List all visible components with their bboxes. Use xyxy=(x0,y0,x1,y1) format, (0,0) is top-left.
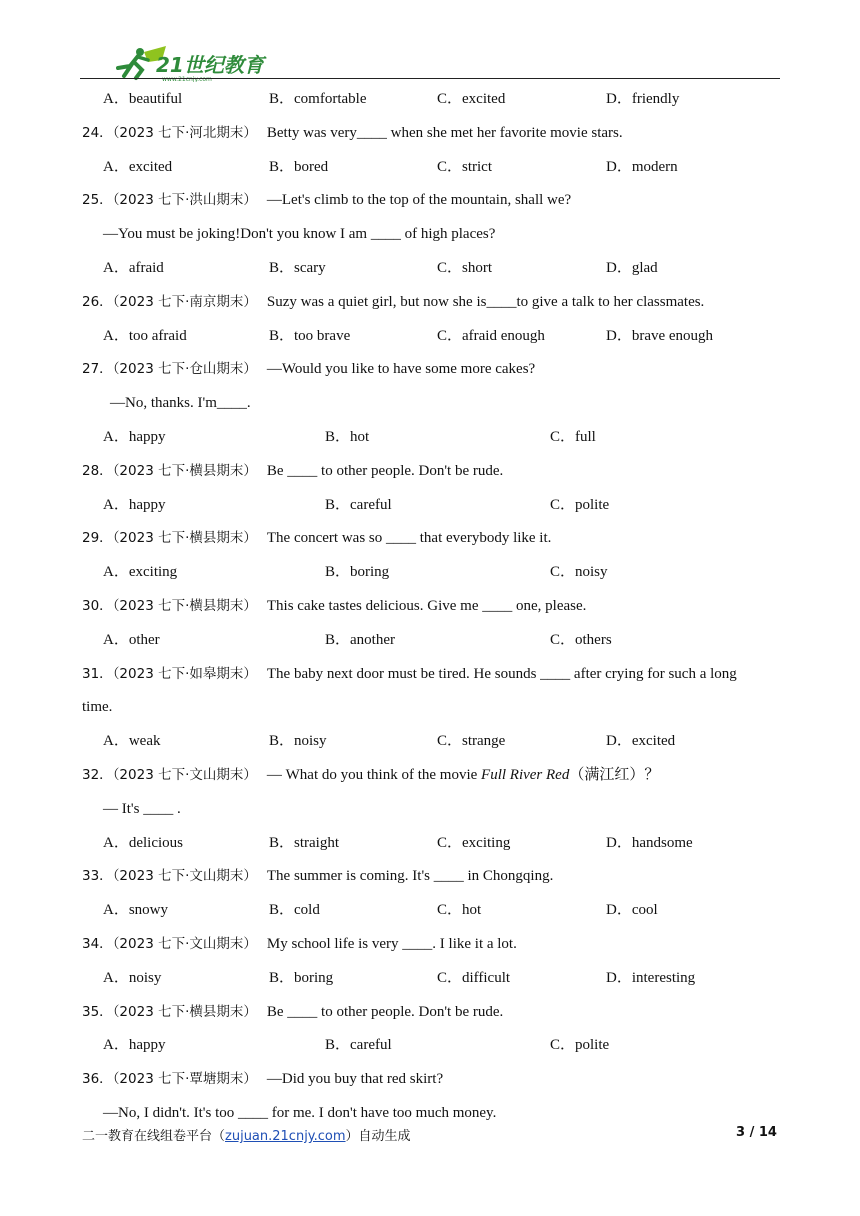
footer-prefix: 二一教育在线组卷平台（ xyxy=(82,1129,226,1144)
option-c: C．excited xyxy=(437,91,506,107)
logo-url-text: www.21cnjy.com xyxy=(162,76,212,82)
question-stem xyxy=(82,1002,503,1022)
option-a: A．delicious xyxy=(103,834,183,851)
question-source: （2023 七下·南京期末） xyxy=(112,293,257,310)
question-text: Betty was very____ when she met her favorite movie stars. xyxy=(266,124,623,141)
question-number: 25． xyxy=(82,192,113,209)
option-c: C．strange xyxy=(437,733,506,750)
option-b: B．careful xyxy=(325,1037,392,1054)
option-c: C．hot xyxy=(437,902,482,919)
page-number: 3 / 14 xyxy=(736,1125,777,1140)
option-a: A．snowy xyxy=(103,902,169,919)
question-stem xyxy=(82,461,503,481)
option-c: C．strict xyxy=(437,158,492,175)
question-text: The concert was so ____ that everybody like it. xyxy=(266,530,552,547)
option-c: C．short xyxy=(437,260,493,276)
question-source: （2023 七下·横县期末） xyxy=(112,530,257,547)
question-number: 31． xyxy=(82,665,113,682)
option-b: B．careful xyxy=(325,496,392,513)
question-stem xyxy=(82,765,659,785)
question-source: （2023 七下·文山期末） xyxy=(112,936,257,952)
logo-text: 21世纪教育 xyxy=(156,53,264,77)
option-a: A．too afraid xyxy=(103,327,187,344)
question-stem xyxy=(82,866,553,886)
question-number: 35． xyxy=(82,1003,113,1020)
option-d: D．handsome xyxy=(606,834,693,851)
question-text: Be ____ to other people. Don't be rude. xyxy=(266,1003,504,1020)
question-stem xyxy=(82,292,704,312)
logo xyxy=(104,42,294,82)
option-b: B．noisy xyxy=(269,733,327,750)
question-text: Suzy was a quiet girl, but now she is____to give a talk to her classmates. xyxy=(266,293,705,310)
option-d: D．interesting xyxy=(606,969,696,986)
question-number: 24． xyxy=(82,124,113,141)
option-d: D．brave enough xyxy=(606,327,714,344)
option-b: B．too brave xyxy=(269,327,351,344)
question-source: （2023 七下·横县期末） xyxy=(112,598,257,614)
option-b: B．boring xyxy=(269,969,334,986)
question-text: — What do you think of the movie xyxy=(266,767,482,783)
option-d: D．cool xyxy=(606,902,658,919)
option-b: B．hot xyxy=(325,429,370,445)
option-b: B．cold xyxy=(269,902,320,919)
question-source: （2023 七下·覃塘期末） xyxy=(112,1071,257,1088)
question-text-line: — It's ____ . xyxy=(103,800,181,817)
movie-title-cn: （满江红）？ xyxy=(569,767,660,783)
question-number: 30． xyxy=(82,598,113,614)
option-a: A．excited xyxy=(103,158,173,175)
question-stem xyxy=(82,359,535,379)
option-a: A．happy xyxy=(103,496,166,513)
question-text: This cake tastes delicious. Give me ____ one, please. xyxy=(266,598,587,614)
option-a: A．happy xyxy=(103,429,166,445)
question-stem xyxy=(82,1069,443,1089)
option-d: D．friendly xyxy=(606,91,680,107)
option-a: A．weak xyxy=(103,733,161,750)
option-a: A．happy xyxy=(103,1037,166,1054)
question-source: （2023 七下·如皋期末） xyxy=(112,665,257,682)
question-number: 34． xyxy=(82,936,113,952)
option-c: C．noisy xyxy=(550,564,608,581)
option-c: C．exciting xyxy=(437,834,511,851)
question-text-line: time. xyxy=(82,699,113,716)
question-stem xyxy=(82,596,586,616)
question-text: The baby next door must be tired. He sounds ____ after crying for such a long xyxy=(266,665,737,682)
question-number: 33． xyxy=(82,868,113,885)
question-text-line: —No, thanks. I'm____. xyxy=(110,395,251,412)
option-d: D．modern xyxy=(606,158,678,175)
option-b: B．comfortable xyxy=(269,91,367,107)
question-source: （2023 七下·文山期末） xyxy=(112,767,257,783)
question-text: Be ____ to other people. Don't be rude. xyxy=(266,462,504,479)
option-c: C．full xyxy=(550,429,596,445)
option-a: A．afraid xyxy=(103,260,164,276)
question-text: My school life is very ____. I like it a lot. xyxy=(266,936,517,952)
question-source: （2023 七下·洪山期末） xyxy=(112,192,257,209)
footer-suffix: ）自动生成 xyxy=(345,1129,411,1144)
question-text: —Let's climb to the top of the mountain, shall we? xyxy=(266,192,572,209)
option-b: B．boring xyxy=(325,564,390,581)
option-b: B．bored xyxy=(269,158,329,175)
option-d: D．glad xyxy=(606,260,658,276)
page-header xyxy=(80,40,780,82)
question-number: 28． xyxy=(82,462,113,479)
question-number: 29． xyxy=(82,530,113,547)
question-text: The summer is coming. It's ____ in Chongqing. xyxy=(266,868,554,885)
option-c: C．others xyxy=(550,631,612,648)
option-d: D．excited xyxy=(606,733,676,750)
question-text-line: —You must be joking!Don't you know I am ____ of high places? xyxy=(103,226,496,243)
question-stem xyxy=(82,190,571,210)
option-c: C．difficult xyxy=(437,969,511,986)
option-b: B．scary xyxy=(269,260,326,276)
option-c: C．polite xyxy=(550,496,610,513)
footer-source xyxy=(82,1125,411,1144)
question-source: （2023 七下·横县期末） xyxy=(112,462,257,479)
option-b: B．another xyxy=(325,631,395,648)
question-stem xyxy=(82,528,551,548)
question-source: （2023 七下·仓山期末） xyxy=(112,361,257,378)
question-text: —Did you buy that red skirt? xyxy=(266,1071,444,1088)
option-a: A．beautiful xyxy=(103,91,183,107)
option-a: A．other xyxy=(103,631,160,648)
option-a: A．exciting xyxy=(103,564,178,581)
runner-logo-icon xyxy=(104,42,294,82)
question-stem xyxy=(82,664,737,684)
question-number: 26． xyxy=(82,293,113,310)
header-rule xyxy=(80,78,780,79)
movie-title: Full River Red xyxy=(481,767,570,783)
question-text: —Would you like to have some more cakes? xyxy=(266,361,536,378)
question-source: （2023 七下·文山期末） xyxy=(112,868,257,885)
question-text-line: —No, I didn't. It's too ____ for me. I don't have too much money. xyxy=(103,1105,497,1121)
option-b: B．straight xyxy=(269,834,339,851)
footer-link[interactable]: zujuan.21cnjy.com xyxy=(225,1129,346,1144)
question-stem xyxy=(82,123,623,143)
question-number: 36． xyxy=(82,1071,113,1088)
question-number: 27． xyxy=(82,361,113,378)
option-a: A．noisy xyxy=(103,969,162,986)
option-c: C．polite xyxy=(550,1037,610,1054)
question-number: 32． xyxy=(82,767,113,783)
option-c: C．afraid enough xyxy=(437,327,545,344)
question-stem xyxy=(82,934,517,954)
question-source: （2023 七下·河北期末） xyxy=(112,124,257,141)
question-source: （2023 七下·横县期末） xyxy=(112,1003,257,1020)
